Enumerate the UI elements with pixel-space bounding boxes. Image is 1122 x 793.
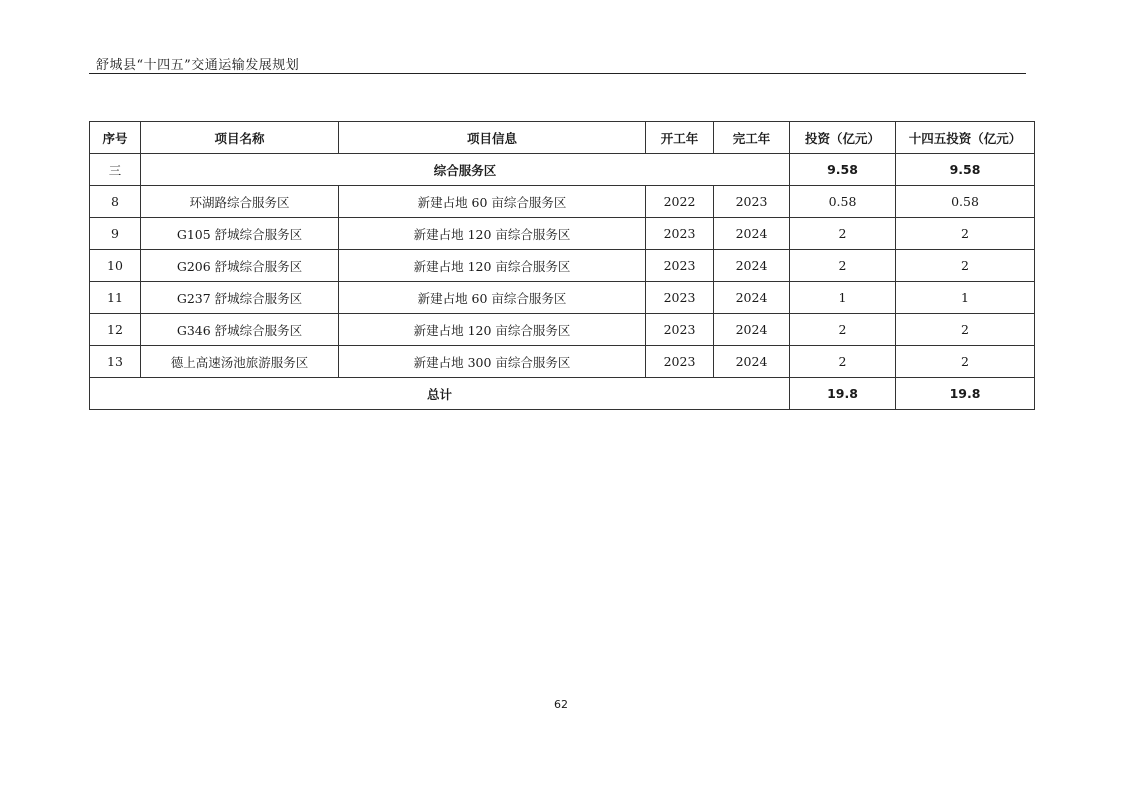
table-row bbox=[90, 346, 1035, 378]
section-investment: 9.58 bbox=[790, 154, 896, 186]
row-index: 11 bbox=[90, 282, 141, 314]
row-fyp-investment: 2 bbox=[896, 218, 1035, 250]
total-label: 总计 bbox=[90, 378, 790, 410]
row-project-info: 新建占地 120 亩综合服务区 bbox=[339, 314, 646, 346]
table-row bbox=[90, 314, 1035, 346]
row-fyp-investment: 1 bbox=[896, 282, 1035, 314]
column-header-index: 序号 bbox=[90, 122, 141, 154]
column-header-start-year: 开工年 bbox=[646, 122, 714, 154]
section-row bbox=[90, 154, 1035, 186]
row-index: 10 bbox=[90, 250, 141, 282]
row-start-year: 2023 bbox=[646, 218, 714, 250]
row-fyp-investment: 2 bbox=[896, 314, 1035, 346]
row-start-year: 2023 bbox=[646, 314, 714, 346]
row-project-info: 新建占地 60 亩综合服务区 bbox=[339, 186, 646, 218]
row-start-year: 2023 bbox=[646, 250, 714, 282]
row-index: 12 bbox=[90, 314, 141, 346]
column-header-name: 项目名称 bbox=[141, 122, 339, 154]
row-start-year: 2023 bbox=[646, 346, 714, 378]
row-start-year: 2023 bbox=[646, 282, 714, 314]
header-divider bbox=[89, 73, 1026, 74]
row-investment: 2 bbox=[790, 314, 896, 346]
row-project-info: 新建占地 120 亩综合服务区 bbox=[339, 250, 646, 282]
row-end-year: 2024 bbox=[714, 218, 790, 250]
section-fyp-investment: 9.58 bbox=[896, 154, 1035, 186]
row-end-year: 2024 bbox=[714, 250, 790, 282]
row-project-name: 环湖路综合服务区 bbox=[141, 186, 339, 218]
row-project-name: 德上高速汤池旅游服务区 bbox=[141, 346, 339, 378]
row-investment: 2 bbox=[790, 218, 896, 250]
row-investment: 2 bbox=[790, 346, 896, 378]
section-index: 三 bbox=[90, 154, 141, 186]
row-project-info: 新建占地 300 亩综合服务区 bbox=[339, 346, 646, 378]
section-name: 综合服务区 bbox=[141, 154, 790, 186]
row-fyp-investment: 2 bbox=[896, 250, 1035, 282]
row-project-name: G105 舒城综合服务区 bbox=[141, 218, 339, 250]
project-table bbox=[89, 121, 1035, 410]
row-index: 8 bbox=[90, 186, 141, 218]
table-row bbox=[90, 218, 1035, 250]
table-row bbox=[90, 186, 1035, 218]
row-project-name: G206 舒城综合服务区 bbox=[141, 250, 339, 282]
row-fyp-investment: 2 bbox=[896, 346, 1035, 378]
row-project-name: G237 舒城综合服务区 bbox=[141, 282, 339, 314]
table-row bbox=[90, 282, 1035, 314]
column-header-info: 项目信息 bbox=[339, 122, 646, 154]
row-end-year: 2024 bbox=[714, 314, 790, 346]
row-project-info: 新建占地 60 亩综合服务区 bbox=[339, 282, 646, 314]
column-header-investment: 投资（亿元） bbox=[790, 122, 896, 154]
page-number: 62 bbox=[554, 698, 568, 711]
row-start-year: 2022 bbox=[646, 186, 714, 218]
row-end-year: 2024 bbox=[714, 282, 790, 314]
row-project-name: G346 舒城综合服务区 bbox=[141, 314, 339, 346]
row-project-info: 新建占地 120 亩综合服务区 bbox=[339, 218, 646, 250]
row-end-year: 2024 bbox=[714, 346, 790, 378]
row-investment: 2 bbox=[790, 250, 896, 282]
row-investment: 0.58 bbox=[790, 186, 896, 218]
row-index: 9 bbox=[90, 218, 141, 250]
total-row bbox=[90, 378, 1035, 410]
total-investment: 19.8 bbox=[790, 378, 896, 410]
page-header-title: 舒城县“十四五”交通运输发展规划 bbox=[96, 58, 300, 73]
column-header-end-year: 完工年 bbox=[714, 122, 790, 154]
table-row bbox=[90, 250, 1035, 282]
table-header-row bbox=[90, 122, 1035, 154]
row-end-year: 2023 bbox=[714, 186, 790, 218]
row-investment: 1 bbox=[790, 282, 896, 314]
row-index: 13 bbox=[90, 346, 141, 378]
row-fyp-investment: 0.58 bbox=[896, 186, 1035, 218]
column-header-fyp-investment: 十四五投资（亿元） bbox=[896, 122, 1035, 154]
total-fyp-investment: 19.8 bbox=[896, 378, 1035, 410]
